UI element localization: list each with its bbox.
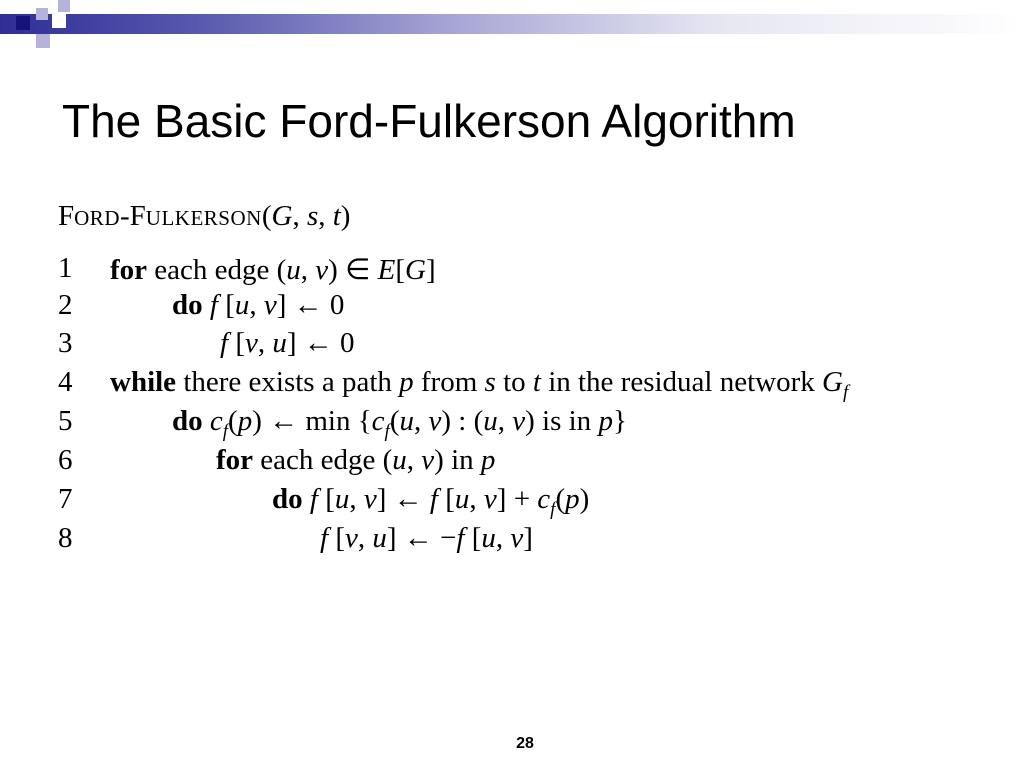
code-var: p (480, 444, 496, 476)
code-text (216, 444, 495, 477)
code-token (203, 289, 210, 321)
header-square-lavender-2 (36, 34, 50, 48)
algo-name-dash: - (119, 200, 130, 232)
code-token: ) (579, 483, 590, 515)
keyword: do (172, 405, 203, 437)
code-token: ] (425, 254, 436, 286)
algorithm-signature (58, 200, 350, 233)
code-text (320, 522, 533, 555)
code-token: , (469, 483, 484, 515)
code-var: u (372, 522, 387, 554)
code-line (58, 289, 998, 325)
code-subscript: f (550, 499, 556, 520)
code-token: each edge ( (253, 444, 393, 476)
line-number: 7 (58, 483, 73, 515)
code-line (58, 444, 998, 480)
code-token: each edge ( (147, 254, 287, 286)
code-text (172, 405, 627, 442)
line-number: 8 (58, 522, 73, 554)
code-text (110, 252, 436, 287)
code-line (58, 483, 998, 519)
code-token: ) ← min { (252, 405, 372, 437)
code-var: v (428, 405, 442, 437)
code-var: u (286, 254, 301, 286)
header-square-lavender-3 (58, 0, 70, 12)
code-token: , (349, 483, 364, 515)
code-var: f (456, 522, 465, 554)
code-token: [ (464, 522, 482, 554)
code-text (110, 366, 849, 403)
header-square-white (52, 14, 66, 28)
code-var: f (429, 483, 438, 515)
code-var: v (421, 444, 435, 476)
code-token: [ (328, 522, 345, 554)
code-token (303, 483, 310, 515)
code-var: s (484, 366, 496, 398)
code-var: t (532, 366, 541, 398)
code-token: ) : ( (441, 405, 484, 437)
algo-name-part: F (129, 200, 146, 232)
code-var: f (309, 483, 318, 515)
code-var: u (481, 522, 496, 554)
code-var: v (244, 327, 258, 359)
keyword: do (172, 289, 203, 321)
code-var: G (822, 366, 843, 398)
code-token: ] (523, 522, 533, 554)
code-line (58, 405, 998, 441)
code-token: in the residual network (540, 366, 823, 398)
code-token: , (357, 522, 373, 554)
code-token: [ (217, 289, 235, 321)
algo-param: t (332, 200, 341, 232)
code-subscript: f (842, 382, 849, 403)
code-var: f (320, 522, 329, 554)
code-var: u (334, 483, 350, 515)
code-token: ] ← (376, 483, 430, 515)
line-number: 3 (58, 327, 73, 359)
keyword: do (272, 483, 303, 515)
code-var: v (263, 289, 277, 321)
code-var: p (237, 405, 253, 437)
code-var: p (399, 366, 414, 398)
code-var: u (234, 289, 250, 321)
code-line (58, 522, 998, 558)
code-token: [ (395, 254, 405, 286)
code-var: p (565, 483, 580, 515)
code-var: v (315, 254, 329, 286)
code-var: u (392, 444, 407, 476)
code-token: [ (317, 483, 335, 515)
code-var: c (371, 405, 385, 437)
code-token: , (406, 444, 422, 476)
code-token: , (257, 327, 273, 359)
code-var: c (209, 405, 223, 437)
keyword: for (216, 444, 254, 476)
code-var: v (363, 483, 377, 515)
code-var: v (344, 522, 358, 554)
code-text (172, 289, 344, 322)
code-token: ] ← − (386, 522, 457, 554)
code-line (58, 252, 998, 288)
code-token: ) in (434, 444, 481, 476)
code-var: u (399, 405, 414, 437)
code-token: there exists a path (176, 366, 400, 398)
code-text (220, 327, 355, 360)
code-var: f (220, 327, 229, 359)
keyword: while (110, 366, 177, 398)
code-var: v (510, 522, 524, 554)
line-number: 1 (58, 252, 73, 284)
code-token: ) ∈ (328, 254, 378, 286)
code-token: ( (555, 483, 566, 515)
algo-comma: , (318, 200, 333, 232)
code-token: ) is in (525, 405, 599, 437)
code-token: } (612, 405, 627, 437)
code-token: [ (228, 327, 245, 359)
code-var: v (512, 405, 526, 437)
code-token: ] ← 0 (286, 327, 355, 359)
header-gradient-bar (0, 14, 1024, 34)
code-text (272, 483, 590, 520)
code-token: , (497, 405, 513, 437)
code-token: ( (228, 405, 238, 437)
algo-name-part: ORD (74, 206, 120, 230)
code-subscript: f (384, 421, 390, 442)
algo-param: s (306, 200, 319, 232)
code-token: ( (389, 405, 400, 437)
line-number: 5 (58, 405, 73, 437)
code-var: u (483, 405, 498, 437)
algo-name-part: ULKERSON (145, 206, 262, 230)
algo-paren: ( (261, 200, 272, 232)
code-token: , (249, 289, 264, 321)
code-var: E (377, 254, 396, 286)
code-var: p (598, 405, 613, 437)
code-var: u (272, 327, 287, 359)
code-var: v (483, 483, 497, 515)
code-var: u (454, 483, 470, 515)
keyword: for (110, 254, 148, 286)
code-token: [ (437, 483, 455, 515)
line-number: 4 (58, 366, 73, 398)
code-line (58, 327, 998, 363)
code-token: , (300, 254, 316, 286)
line-number: 6 (58, 444, 73, 476)
code-token: , (495, 522, 511, 554)
header-square-navy (16, 16, 30, 30)
code-token: ] ← 0 (276, 289, 345, 321)
page-number: 28 (516, 735, 534, 752)
algo-paren: ) (340, 200, 351, 232)
code-token: ] + (496, 483, 538, 515)
code-token: to (495, 366, 533, 398)
code-var: G (404, 254, 426, 286)
slide-title: The Basic Ford-Fulkerson Algorithm (62, 95, 796, 147)
algo-param: G (271, 200, 293, 232)
code-subscript: f (222, 421, 229, 442)
code-token (203, 405, 210, 437)
code-var: c (537, 483, 551, 515)
code-var: f (209, 289, 218, 321)
code-token: , (414, 405, 429, 437)
code-token: from (413, 366, 485, 398)
algo-comma: , (292, 200, 307, 232)
algo-name-part: F (58, 200, 75, 232)
header-square-lavender-1 (36, 8, 48, 20)
line-number: 2 (58, 289, 73, 321)
code-line (58, 366, 998, 402)
